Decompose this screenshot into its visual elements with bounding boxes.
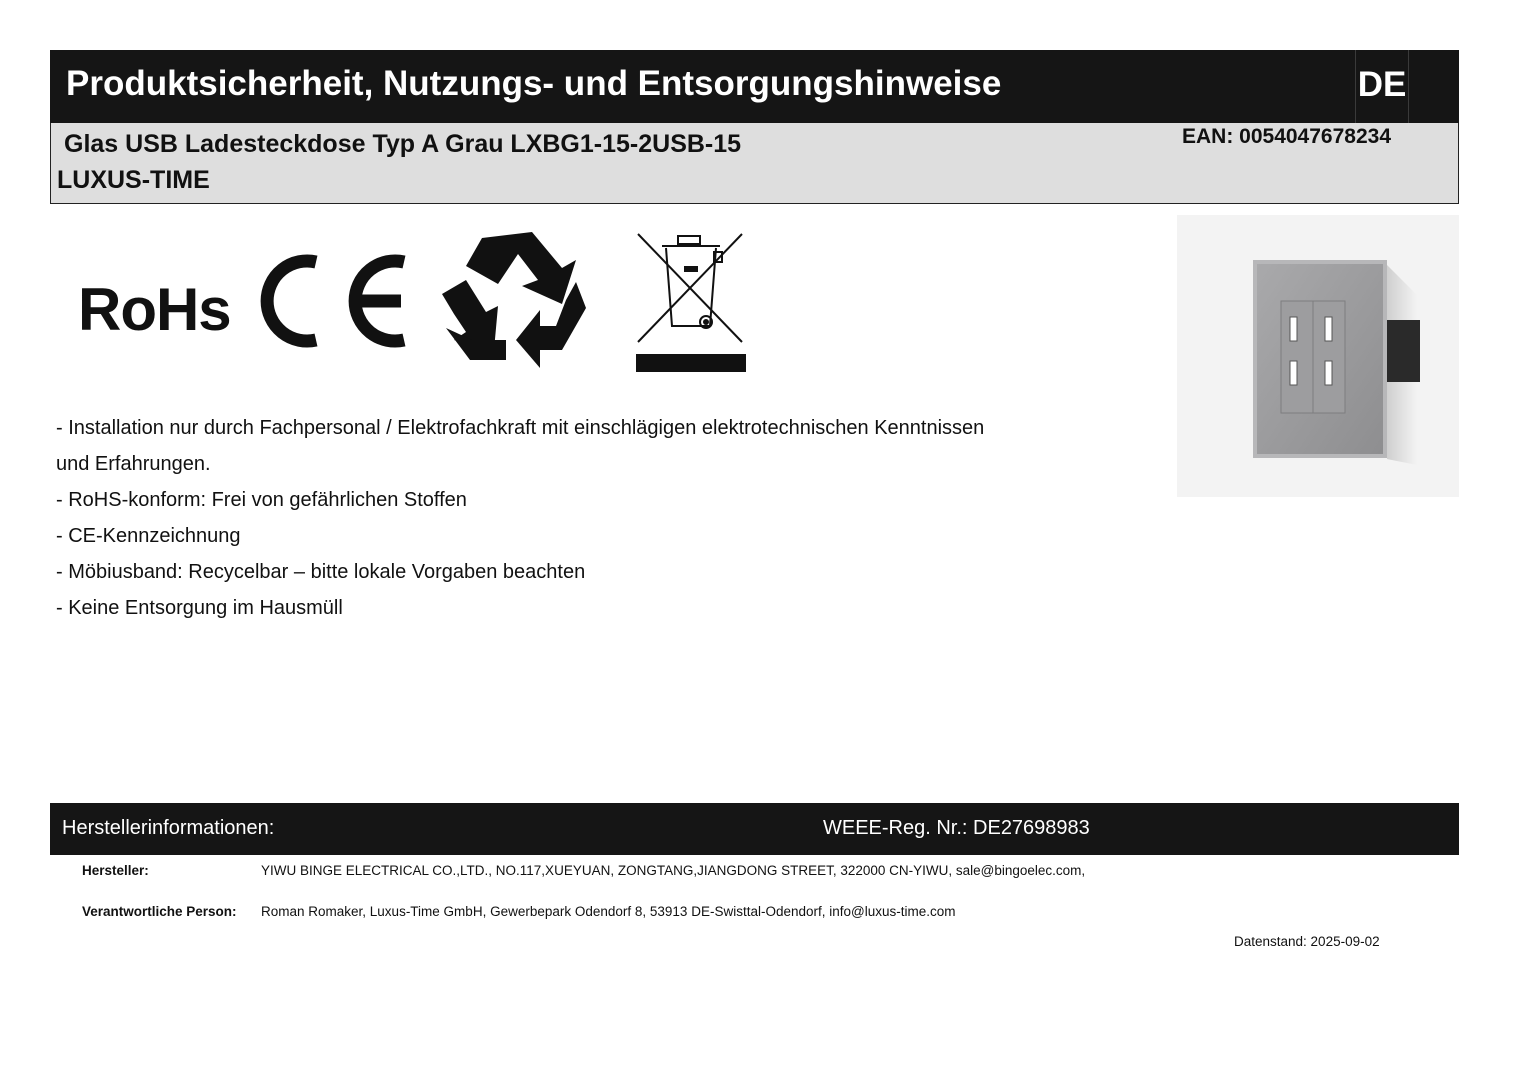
product-header [50,123,1459,204]
usage-notes [56,410,1136,626]
manufacturer-header [50,803,1459,855]
brand-name: LUXUS-TIME [57,166,210,194]
note-item: - Keine Entsorgung im Hausmüll [56,597,343,619]
responsible-person-value: Roman Romaker, Luxus-Time GmbH, Gewerbepark Odendorf 8, 53913 DE-Swisttal-Odendorf, info@luxus-time.com [261,904,956,919]
ean-code: EAN: 0054047678234 [1182,125,1391,148]
weee-crossed-bin-icon [634,230,748,374]
language-code: DE [1355,50,1409,123]
ce-mark-icon [256,246,411,356]
product-name: Glas USB Ladesteckdose Typ A Grau LXBG1-15-2USB-15 [64,130,742,158]
hersteller-value: YIWU BINGE ELECTRICAL CO.,LTD., NO.117,XUEYUAN, ZONGTANG,JIANGDONG STREET, 322000 CN-YIWU, sale@bingoelec.com, [261,863,1086,878]
document-header [50,50,1459,123]
note-item: - CE-Kennzeichnung [56,525,241,547]
recycling-icon [436,228,588,376]
data-date: Datenstand: 2025-09-02 [1234,934,1380,949]
weee-registration: WEEE-Reg. Nr.: DE27698983 [823,817,1090,839]
manufacturer-section-title: Herstellerinformationen: [62,817,275,839]
note-item: - Möbiusband: Recycelbar – bitte lokale Vorgaben beachten [56,561,586,583]
hersteller-label: Hersteller: [82,863,149,878]
note-item: und Erfahrungen. [56,453,211,475]
rohs-mark: RoHs [78,276,231,343]
note-item: - Installation nur durch Fachpersonal / Elektrofachkraft mit einschlägigen elektrotechnischen Kenntnissen [56,417,985,439]
responsible-person-label: Verantwortliche Person: [82,904,237,919]
product-image [1177,215,1459,497]
page-title: Produktsicherheit, Nutzungs- und Entsorgungshinweise [66,64,1002,103]
note-item: - RoHS-konform: Frei von gefährlichen Stoffen [56,489,467,511]
